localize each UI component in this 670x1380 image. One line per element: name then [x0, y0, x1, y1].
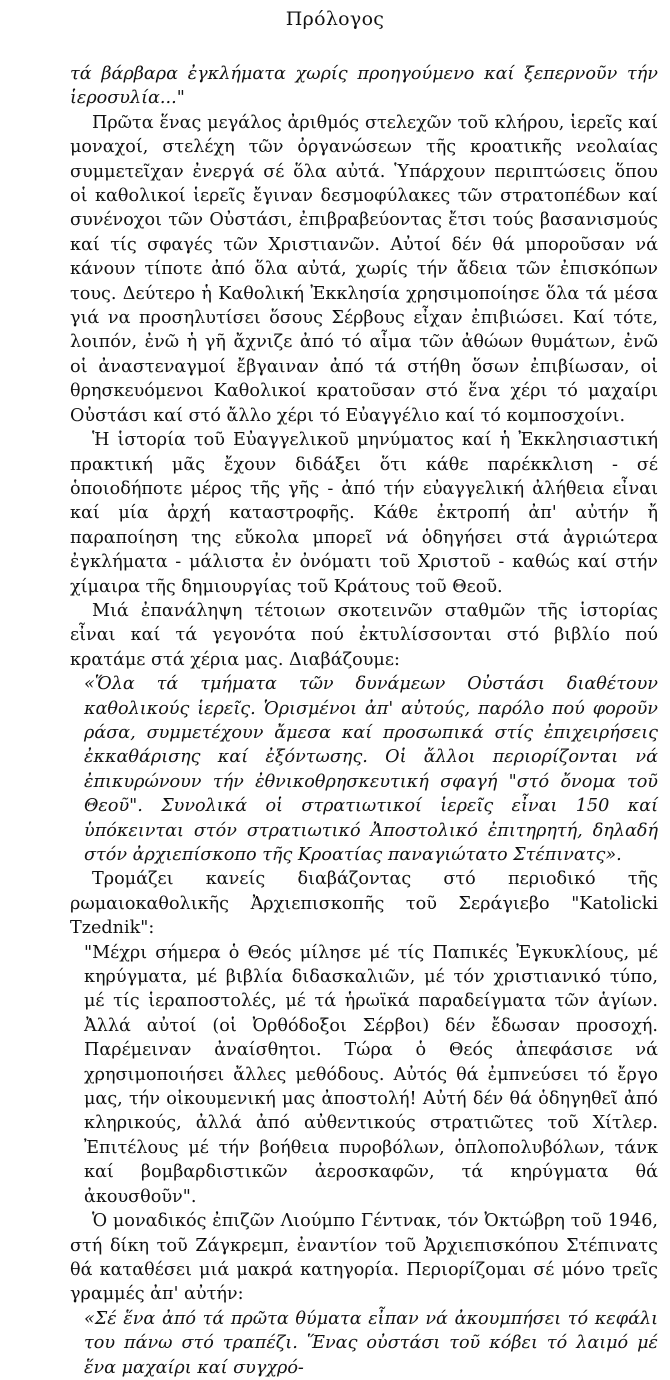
paragraph-quote-ending: τά βάρβαρα ἐγκλήματα χωρίς προηγούμενο καί ξεπερνοῦν τήν ἱεροσυλία..."	[70, 64, 658, 109]
document-body	[70, 62, 658, 1380]
paragraph-clergy-participation: Πρῶτα ἕνας μεγάλος ἀριθμός στελεχῶν τοῦ κλήρου, ἱερεῖς καί μοναχοί, στελέχη τῶν ὀργανώσεων τῆς κροατικῆς νεολαίας συμμετεῖχαν ἐνεργά σέ ὅλα αὐτά. Ὑπάρχουν περιπτώσεις ὅπου οἱ καθολικοί ἱερεῖς ἔγιναν δεσμοφύλακες τῶν στρατοπέδων καί συνένοχοι τῶν Οὐστάσι, ἐπιβραβεύοντας ἔτσι τούς βασανισμούς καί τίς σφαγές τῶν Χριστιανῶν. Αὐτοί δέν θά μποροῦσαν νά κάνουν τίποτε ἀπό ὅλα αὐτά, χωρίς τήν ἄδεια τῶν ἐπισκόπων τους. Δεύτερο ἡ Καθολική Ἐκκλησία χρησιμοποίησε ὅλα τά μέσα γιά να προσηλυτίσει ὅσους Σέρβους εἶχαν ἐπιβιώσει. Καί τότε, λοιπόν, ἐνῶ ἡ γῆ ἄχνιζε ἀπό τό αἷμα τῶν ἀθώων θυμάτων, ἐνῶ οἱ ἀναστεναγμοί ἔβγαιναν ἀπό τά στήθη ὅσων ἐπιβίωσαν, οἱ θρησκευόμενοι Καθολικοί κρατοῦσαν στό ἕνα χέρι τό μαχαίρι Οὐστάσι καί στό ἄλλο χέρι τό Εὐαγγέλιο καί τό κομποσχοίνι.	[70, 112, 658, 426]
paragraph-periodical-intro: Τρομάζει κανείς διαβάζοντας στό περιοδικό τῆς ρωμαιοκαθολικῆς Ἀρχιεπισκοπῆς τοῦ Σεράγιεβο "Katolicki Tzednik":	[70, 869, 658, 939]
paragraph-gospel-history: Ἡ ἱστορία τοῦ Εὐαγγελικοῦ μηνύματος καί ἡ Ἐκκλησιαστική πρακτική μᾶς ἔχουν διδάξει ὅτι κάθε παρέκκλιση - σέ ὁποιοδήποτε μέρος τῆς γῆς - ἀπό τήν εὐαγγελική ἀλήθεια εἶναι καί μία ἀρχή καταστροφῆς. Κάθε ἐκτροπή ἀπ' αὐτήν ἤ παραποίηση της εὔκολα μπορεῖ νά ὁδηγήσει στά ἀγριώτερα ἐγκλήματα - μάλιστα ἐν ὀνόματι τοῦ Χριστοῦ - καθώς καί στήν χίμαιρα τῆς δημιουργίας τοῦ Κράτους τοῦ Θεοῦ.	[70, 430, 658, 597]
paragraph-quote-periodical: "Μέχρι σήμερα ὁ Θεός μίλησε μέ τίς Παπικές Ἐγκυκλίους, μέ κηρύγματα, μέ βιβλία διδασκαλιῶν, μέ τόν χριστιανικό τύπο, μέ τίς ἱεραποστολές, μέ τά ἡρωϊκά παραδείγματα τῶν ἁγίων. Ἀλλά αὐτοί (οἱ Ὀρθόδοξοι Σέρβοι) δέν ἔδωσαν προσοχή. Παρέμειναν ἀναίσθητοι. Τώρα ὁ Θεός ἀπεφάσισε νά χρησιμοποιήσει ἄλλες μεθόδους. Αὐτός θά ἐμπνεύσει τό ἔργο μας, τήν οἰκουμενική μας ἀποστολή! Αὐτή δέν θά ὁδηγηθεῖ ἀπό κληρικούς, ἀλλά ἀπό αὐθεντικούς στρατιῶτες τοῦ Χίτλερ. Ἐπιτέλους μέ τήν βοήθεια πυροβόλων, ὁπλοπολυβόλων, τάνκ καί βομβαρδιστικῶν ἀεροσκαφῶν, τά κηρύγματα θά ἀκουσθοῦν".	[84, 942, 658, 1207]
paragraph-quote-testimony: «Σέ ἕνα ἀπό τά πρῶτα θύματα εἶπαν νά ἀκουμπήσει τό κεφάλι του πάνω στό τραπέζι. Ἕνας οὐστάσι τοῦ κόβει τό λαιμό μέ ἕνα μαχαίρι καί συγχρό-	[84, 1308, 658, 1378]
paragraph-survivor-testimony: Ὁ μοναδικός ἐπιζῶν Λιούμπο Γέντνακ, τόν Ὀκτώβρη τοῦ 1946, στή δίκη τοῦ Ζάγκρεμπ, ἐναντίον τοῦ Ἀρχιεπισκόπου Στέπινατς θά καταθέσει μιά μακρά κατηγορία. Περιορίζομαι σέ μόνο τρεῖς γραμμές ἀπ' αὐτήν:	[70, 1211, 658, 1305]
paragraph-repetition: Μιά ἐπανάληψη τέτοιων σκοτεινῶν σταθμῶν τῆς ἱστορίας εἶναι καί τά γεγονότα πού ἐκτυλίσσονται στό βιβλίο πού κρατάμε στά χέρια μας. Διαβάζουμε:	[70, 600, 658, 670]
paragraph-quote-ustasi-priests: «Ὅλα τά τμήματα τῶν δυνάμεων Οὐστάσι διαθέτουν καθολικούς ἱερεῖς. Ὁρισμένοι ἀπ' αὐτούς, παρόλο πού φοροῦν ράσα, συμμετέχουν ἄμεσα καί προσωπικά στίς ἐπιχειρήσεις ἐκκαθάρισης καί ἐξόντωσης. Οἱ ἄλλοι περιορίζονται νά ἐπικυρώνουν τήν ἐθνικοθρησκευτική σφαγή "στό ὄνομα τοῦ Θεοῦ". Συνολικά οἱ στρατιωτικοί ἱερεῖς εἶναι 150 καί ὑπόκεινται στόν στρατιωτικό Ἀποστολικό ἐπιτηρητή, δηλαδή στόν ἀρχιεπίσκοπο τῆς Κροατίας παναγιώτατο Στέπινατς».	[84, 674, 658, 865]
page-header-title: Πρόλογος	[285, 8, 385, 30]
